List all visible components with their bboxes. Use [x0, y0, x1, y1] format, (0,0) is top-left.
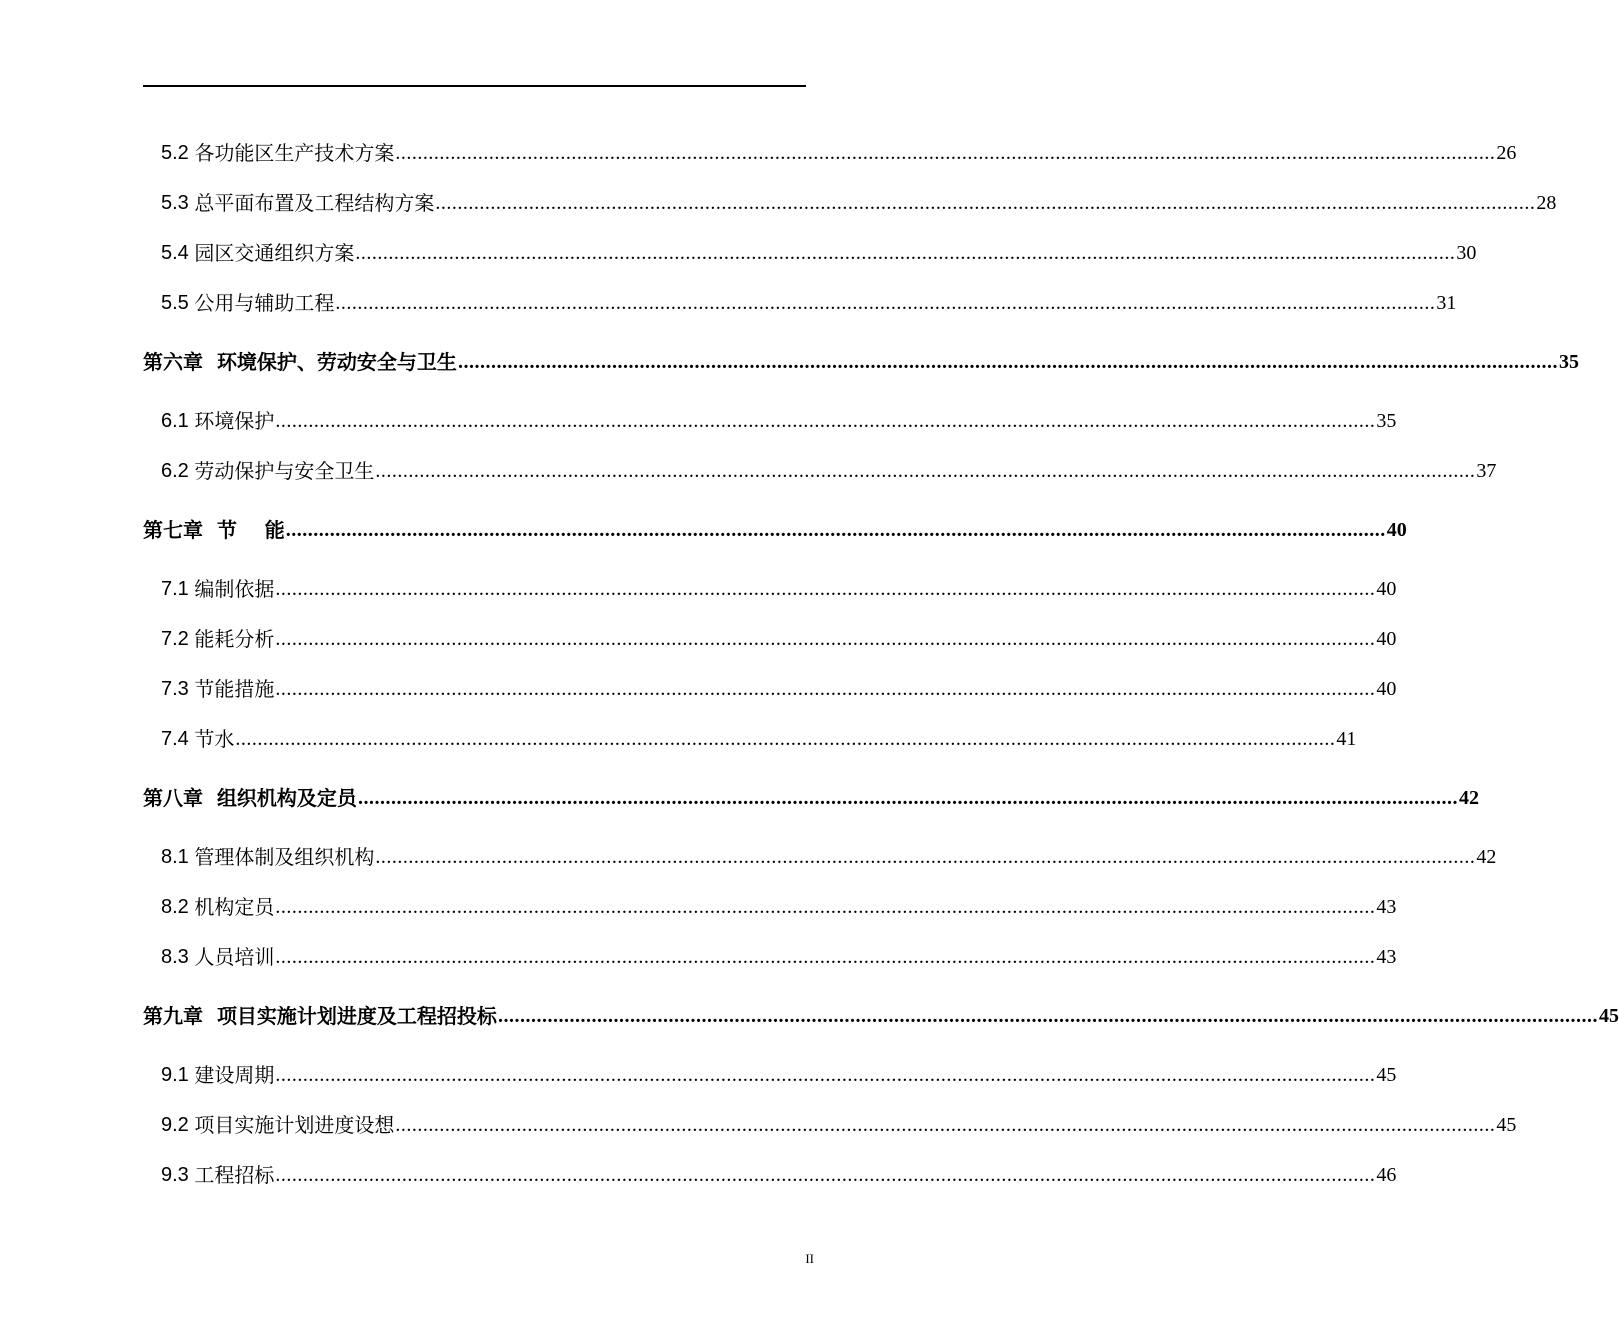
toc-chapter-entry[interactable]	[143, 344, 1579, 374]
toc-entry-number: 7.4	[161, 728, 195, 750]
toc-entry-page: 35	[1558, 351, 1579, 373]
page-number: II	[805, 1251, 814, 1266]
toc-section-entry[interactable]	[143, 839, 1497, 869]
toc-section-entry[interactable]	[143, 571, 1397, 601]
toc-leader-dots: ........................................................................................................................................................................................................	[275, 628, 1376, 650]
toc-entry-number: 9.3	[161, 1164, 195, 1186]
toc-section-entry[interactable]	[143, 1157, 1397, 1187]
toc-entry-page: 26	[1496, 142, 1517, 164]
toc-entry-page: 40	[1386, 519, 1407, 541]
toc-entry-page: 28	[1536, 192, 1557, 214]
toc-entry-page: 40	[1376, 628, 1397, 650]
toc-entry-page: 45	[1496, 1114, 1517, 1136]
toc-section-entry[interactable]	[143, 889, 1397, 919]
toc-section-entry[interactable]	[143, 403, 1397, 433]
toc-entry-number: 9.1	[161, 1064, 195, 1086]
toc-entry-page: 43	[1376, 946, 1397, 968]
toc-leader-dots: ........................................................................................................................................................................................................	[285, 519, 1386, 541]
toc-entry-number: 5.5	[161, 292, 195, 314]
toc-entry-page: 30	[1456, 242, 1477, 264]
toc-leader-dots: ........................................................................................................................................................................................................	[335, 292, 1436, 314]
toc-section-entry[interactable]	[143, 1107, 1517, 1137]
toc-entry-number: 6.2	[161, 460, 195, 482]
toc-entry-page: 46	[1376, 1164, 1397, 1186]
toc-chapter-entry[interactable]	[143, 512, 1407, 542]
toc-entry-page: 45	[1598, 1005, 1619, 1027]
toc-entry-number: 第九章	[143, 1004, 217, 1028]
toc-entry-title: 管理体制及组织机构	[194, 845, 375, 869]
toc-entry-title: 节水	[194, 727, 235, 751]
toc-entry-title: 环境保护	[194, 409, 275, 433]
toc-entry-title: 项目实施计划进度及工程招投标	[216, 1004, 497, 1028]
toc-entry-number: 7.3	[161, 678, 195, 700]
toc-entry-number: 7.1	[161, 578, 195, 600]
toc-entry-page: 45	[1376, 1064, 1397, 1086]
toc-entry-title: 园区交通组织方案	[194, 241, 355, 265]
toc-entry-title: 节能措施	[194, 677, 275, 701]
toc-section-entry[interactable]	[143, 621, 1397, 651]
toc-section-entry[interactable]	[143, 235, 1477, 265]
toc-entry-title: 工程招标	[194, 1163, 275, 1187]
toc-entry-number: 5.4	[161, 242, 195, 264]
toc-entry-title: 节 能	[216, 518, 285, 542]
toc-entry-page: 40	[1376, 678, 1397, 700]
toc-entry-title: 人员培训	[194, 945, 275, 969]
toc-entry-title: 环境保护、劳动安全与卫生	[216, 350, 457, 374]
toc-section-entry[interactable]	[143, 135, 1517, 165]
toc-entry-page: 42	[1476, 846, 1497, 868]
toc-leader-dots: ........................................................................................................................................................................................................	[275, 578, 1376, 600]
toc-entry-title: 建设周期	[194, 1063, 275, 1087]
toc-entry-title: 总平面布置及工程结构方案	[194, 191, 435, 215]
toc-leader-dots: ........................................................................................................................................................................................................	[457, 351, 1558, 373]
toc-leader-dots: ........................................................................................................................................................................................................	[235, 728, 1336, 750]
toc-entry-page: 40	[1376, 578, 1397, 600]
toc-leader-dots: ........................................................................................................................................................................................................	[395, 142, 1496, 164]
toc-entry-title: 机构定员	[194, 895, 275, 919]
toc-leader-dots: ........................................................................................................................................................................................................	[355, 242, 1456, 264]
toc-entry-page: 43	[1376, 896, 1397, 918]
toc-section-entry[interactable]	[143, 185, 1557, 215]
toc-leader-dots: ........................................................................................................................................................................................................	[275, 896, 1376, 918]
toc-section-entry[interactable]	[143, 671, 1397, 701]
toc-entry-title: 公用与辅助工程	[194, 291, 335, 315]
toc-leader-dots: ........................................................................................................................................................................................................	[435, 192, 1536, 214]
toc-leader-dots: ........................................................................................................................................................................................................	[375, 460, 1476, 482]
toc-entry-title: 劳动保护与安全卫生	[194, 459, 375, 483]
toc-leader-dots: ........................................................................................................................................................................................................	[275, 1064, 1376, 1086]
toc-entry-number: 5.3	[161, 192, 195, 214]
toc-entry-title: 各功能区生产技术方案	[194, 141, 395, 165]
toc-leader-dots: ........................................................................................................................................................................................................	[395, 1114, 1496, 1136]
toc-entry-number: 9.2	[161, 1114, 195, 1136]
toc-entry-page: 42	[1458, 787, 1479, 809]
toc-entry-title: 能耗分析	[194, 627, 275, 651]
toc-entry-number: 第七章	[143, 518, 217, 542]
toc-section-entry[interactable]	[143, 721, 1357, 751]
toc-entry-number: 第六章	[143, 350, 217, 374]
header-rule	[143, 85, 806, 87]
toc-entry-page: 35	[1376, 410, 1397, 432]
toc-leader-dots: ........................................................................................................................................................................................................	[275, 410, 1376, 432]
toc-entry-title: 编制依据	[194, 577, 275, 601]
toc-entry-page: 37	[1476, 460, 1497, 482]
toc-entry-number: 8.2	[161, 896, 195, 918]
toc-entry-title: 组织机构及定员	[216, 786, 357, 810]
toc-entry-page: 31	[1436, 292, 1457, 314]
toc-leader-dots: ........................................................................................................................................................................................................	[497, 1005, 1598, 1027]
toc-leader-dots: ........................................................................................................................................................................................................	[375, 846, 1476, 868]
toc-leader-dots: ........................................................................................................................................................................................................	[275, 1164, 1376, 1186]
toc-leader-dots: ........................................................................................................................................................................................................	[275, 678, 1376, 700]
toc-entry-number: 5.2	[161, 142, 195, 164]
toc-entry-title: 项目实施计划进度设想	[194, 1113, 395, 1137]
toc-entry-number: 8.3	[161, 946, 195, 968]
toc-section-entry[interactable]	[143, 453, 1497, 483]
toc-chapter-entry[interactable]	[143, 780, 1479, 810]
toc-section-entry[interactable]	[143, 285, 1457, 315]
toc-section-entry[interactable]	[143, 1057, 1397, 1087]
toc-leader-dots: ........................................................................................................................................................................................................	[275, 946, 1376, 968]
toc-chapter-entry[interactable]	[143, 998, 1619, 1028]
toc-entry-number: 7.2	[161, 628, 195, 650]
toc-entry-page: 41	[1336, 728, 1357, 750]
toc-entry-number: 8.1	[161, 846, 195, 868]
toc-leader-dots: ........................................................................................................................................................................................................	[357, 787, 1458, 809]
toc-entry-number: 6.1	[161, 410, 195, 432]
toc-entry-number: 第八章	[143, 786, 217, 810]
toc-section-entry[interactable]	[143, 939, 1397, 969]
